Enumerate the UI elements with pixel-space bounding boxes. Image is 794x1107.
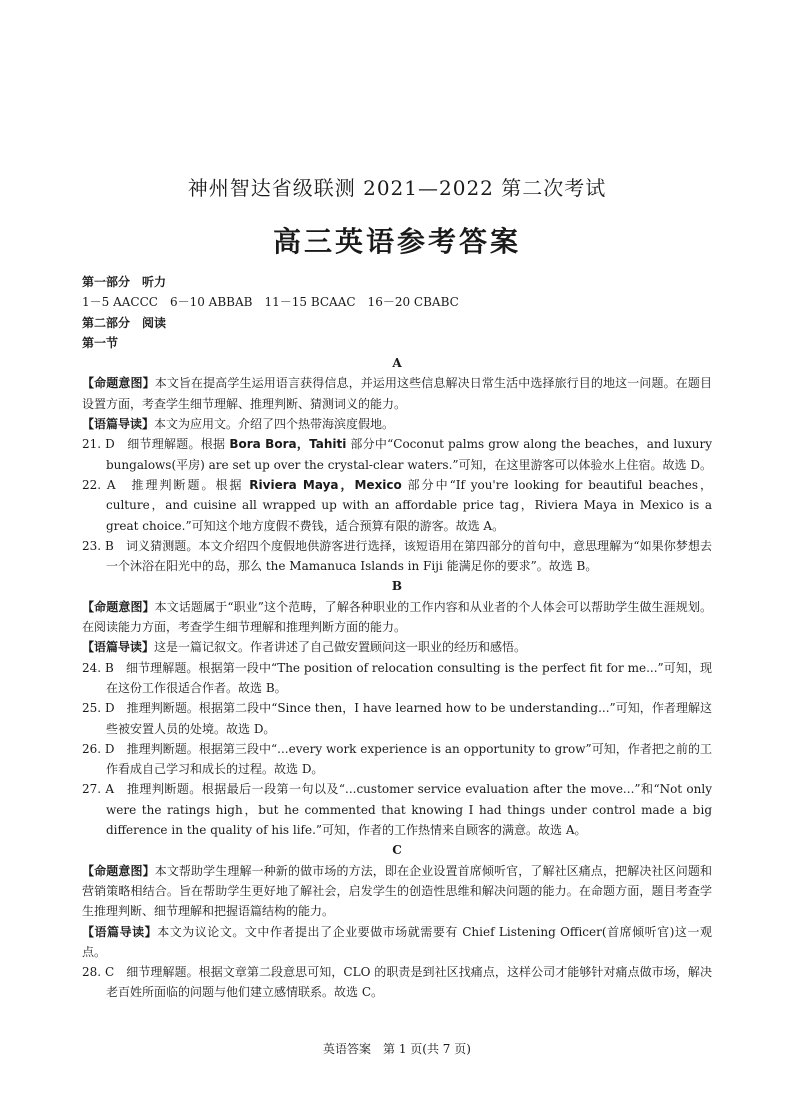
passage-c-letter: C <box>392 843 402 858</box>
question-text: 部分中“Coconut palms grow along the beaches，and luxury bungalows(平房) are set up over the crystal-clear waters.”可知，在这里游客可以体验水上住宿。故选 D。 <box>106 437 712 472</box>
guide-label: 【语篇导读】 <box>82 640 155 655</box>
question-text: 细节理解题。根据文章第二段意思可知，CLO 的职责是到社区找痛点，这样公司才能够针对痛点做市场，解决老百姓所面临的问题与他们建立感情联系。故选 C。 <box>106 965 712 1000</box>
passage-b-guide <box>82 637 712 657</box>
passage-c-intent <box>82 861 712 922</box>
guide-text: 本文为议论文。文中作者提出了企业要做市场就需要有 Chief Listening Officer(首席倾听官)这一观点。 <box>82 924 712 959</box>
question-number: 23. B <box>82 538 114 553</box>
passage-b-letter: B <box>391 579 403 594</box>
question-text: 部分中“If you're looking for beautiful beaches，culture，and cuisine all wrapped up with an affordable price tag，Riviera Maya in Mexico is a great choice.”可知这个地方度假不费钱，适合预算有限的游客。故选 A。 <box>106 477 712 533</box>
question-21 <box>82 434 712 475</box>
question-text: 推理判断题。根据第二段中“Since then，I have learned how to be understanding...”可知，作者理解这些被安置人员的处境。故选 D。 <box>106 701 713 736</box>
passage-a-letter: A <box>392 356 402 371</box>
question-text: 词义猜测题。本文介绍四个度假地供游客进行选择，该短语用在第四部分的首句中，意思理解为“如果你梦想去一个沐浴在阳光中的岛，那么 the Mamanuca Islands in Fiji 能满足你的要求”。故选 B。 <box>106 538 713 574</box>
part2-heading: 第二部分 阅读 <box>82 315 167 330</box>
exam-title: 神州智达省级联测 2021—2022 第二次考试 <box>187 176 607 200</box>
passage-c-guide <box>82 922 712 963</box>
section-heading: 第一节 <box>82 335 119 350</box>
passage-a-intent <box>82 373 712 414</box>
intent-label: 【命题意图】 <box>82 599 155 614</box>
question-text: 推理判断题。根据最后一段第一句以及“...customer service evaluation after the move...”和“Not only were the ratings high，but he commented that knowing I had things under control made a big difference in the quality of his life.”可知，作者的工作热情来自顾客的满意。故选 A。 <box>106 782 712 838</box>
question-number: 25. D <box>82 701 115 716</box>
question-24 <box>82 658 712 699</box>
question-number: 26. D <box>82 741 115 756</box>
question-number: 21. D <box>82 437 115 452</box>
question-text: 细节理解题。根据第一段中“The position of relocation consulting is the perfect fit for me...”可知，现在这份工作很适合作者。故选 B。 <box>106 660 712 695</box>
guide-text: 这是一篇记叙文。作者讲述了自己做安置顾问这一职业的经历和感悟。 <box>154 640 527 655</box>
place-name: Riviera Maya，Mexico <box>249 477 402 492</box>
intent-label: 【命题意图】 <box>82 376 155 391</box>
question-text: 推理判断题。根据第三段中“...every work experience is an opportunity to grow”可知，作者把之前的工作看成自己学习和成长的过程。故选 D。 <box>106 741 712 777</box>
passage-a-guide <box>82 414 712 434</box>
question-23 <box>82 536 712 577</box>
question-27 <box>82 779 712 840</box>
question-number: 24. B <box>82 660 114 675</box>
intent-text: 本文话题属于“职业”这个范畴，了解各种职业的工作内容和从业者的个人体会可以帮助学生做生涯规划。在阅读能力方面，考查学生细节理解和推理判断方面的能力。 <box>82 599 712 635</box>
question-text: 推理判断题。根据 <box>115 477 250 492</box>
question-22 <box>82 475 712 536</box>
guide-label: 【语篇导读】 <box>82 417 155 432</box>
question-25 <box>82 698 712 739</box>
guide-text: 本文为应用文。介绍了四个热带海滨度假地。 <box>154 417 395 432</box>
intent-text: 本文旨在提高学生运用语言获得信息，并运用这些信息解决日常生活中选择旅行目的地这一问题。在题目设置方面，考查学生细节理解、推理判断、猜测词义的能力。 <box>82 376 712 411</box>
part1-heading: 第一部分 听力 <box>82 275 167 289</box>
listening-answers: 1－5 AACCC 6－10 ABBAB 11－15 BCAAC 16－20 CBABC <box>82 295 459 310</box>
question-number: 22. A <box>82 477 116 492</box>
question-number: 28. C <box>82 965 115 980</box>
answer-content <box>82 272 712 1003</box>
intent-label: 【命题意图】 <box>82 863 155 878</box>
question-26 <box>82 739 712 780</box>
question-text: 细节理解题。根据 <box>114 437 230 452</box>
passage-b-intent <box>82 597 712 638</box>
guide-label: 【语篇导读】 <box>82 924 158 939</box>
question-28 <box>82 962 712 1003</box>
question-number: 27. A <box>82 782 115 797</box>
place-name: Bora Bora，Tahiti <box>229 437 347 452</box>
page-footer: 英语答案 第 1 页(共 7 页) <box>323 1042 471 1056</box>
document-title: 高三英语参考答案 <box>272 225 521 258</box>
intent-text: 本文帮助学生理解一种新的做市场的方法，即在企业设置首席倾听官，了解社区痛点，把解决社区问题和营销策略相结合。旨在帮助学生更好地了解社会，启发学生的创造性思维和解决问题的能力。在命题方面，题目考查学生推理判断、细节理解和把握语篇结构的能力。 <box>82 863 712 919</box>
